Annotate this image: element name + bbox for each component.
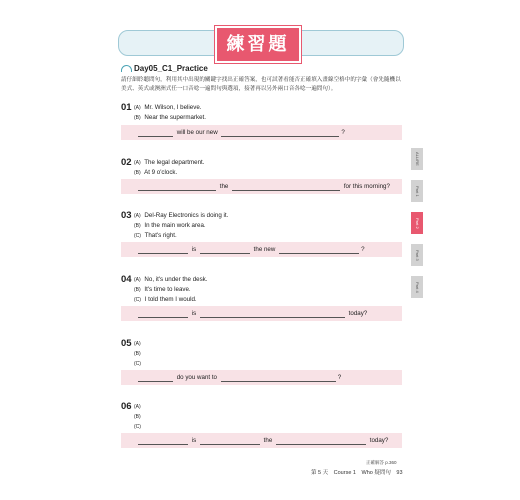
options (134, 402, 143, 432)
option-b: (B) At 9 o'clock. (134, 169, 178, 176)
blank[interactable] (138, 373, 173, 382)
page-number: 93 (396, 470, 403, 476)
tab-part-4[interactable]: Part 4 (411, 276, 423, 298)
blank[interactable] (200, 436, 260, 445)
option-b: (B) (134, 414, 141, 420)
answer-line: is the new ? (121, 242, 402, 257)
subtitle-text: Day05_C1_Practice (134, 64, 208, 73)
answer-reference: 正確解答 p.360 (366, 460, 397, 465)
option-c: (C) That's right. (134, 232, 177, 239)
question-number: 04 (121, 274, 132, 285)
question-number: 05 (121, 338, 132, 349)
side-tabs (411, 148, 423, 308)
option-c: (C) (134, 361, 141, 367)
tab-all[interactable]: ALL/RE (411, 148, 423, 170)
option-b: (B) In the main work area. (134, 222, 206, 229)
option-b: (B) It's time to leave. (134, 286, 191, 293)
blank[interactable] (276, 436, 366, 445)
blank[interactable] (138, 309, 188, 318)
option-a: (A) (134, 341, 141, 347)
option-a: (A) (134, 404, 141, 410)
question-number: 06 (121, 401, 132, 412)
blank[interactable] (279, 245, 359, 254)
page-title: 練習題 (215, 26, 301, 63)
tab-part-3[interactable]: Part 3 (411, 244, 423, 266)
answer-line: will be our new ? (121, 125, 402, 140)
footer-course: Course 1 (333, 470, 356, 476)
footer-day: 第 5 天 (311, 470, 329, 476)
blank[interactable] (138, 245, 188, 254)
answer-line: do you want to ? (121, 370, 402, 385)
option-a: (A) Mr. Wilson, I believe. (134, 104, 202, 111)
options (134, 211, 228, 241)
option-a: (A) Del-Ray Electronics is doing it. (134, 212, 229, 219)
blank[interactable] (138, 182, 216, 191)
blank[interactable] (232, 182, 340, 191)
option-c: (C) (134, 424, 141, 430)
page-footer (311, 468, 407, 476)
section-subtitle (121, 64, 208, 73)
options (134, 103, 206, 123)
blank[interactable] (221, 373, 336, 382)
instructions: 請仔細聆聽問句，利用其中出現的關鍵字找出正確答案，也可試著看能否正確填入畫線空格中的字彙（會先隨機以美式、英式或澳洲式任一口音唸一遍問句與選項，接著再以另外兩口音各唸一遍問句）。 (121, 77, 401, 92)
blank[interactable] (200, 309, 345, 318)
blank[interactable] (221, 128, 339, 137)
blank[interactable] (200, 245, 250, 254)
question-number: 03 (121, 210, 132, 221)
options (134, 158, 204, 178)
blank[interactable] (138, 128, 173, 137)
question-number: 01 (121, 102, 132, 113)
options (134, 275, 208, 305)
option-a: (A) No, it's under the desk. (134, 276, 208, 283)
tab-part-1[interactable]: Part 1 (411, 180, 423, 202)
option-c: (C) I told them I would. (134, 296, 197, 303)
answer-line: is today? (121, 306, 402, 321)
footer-topic: Who 疑問句 (361, 470, 391, 476)
option-b: (B) (134, 351, 141, 357)
question-number: 02 (121, 157, 132, 168)
option-a: (A) The legal department. (134, 159, 205, 166)
answer-line: is the today? (121, 433, 402, 448)
tab-part-2[interactable]: Part 2 (411, 212, 423, 234)
options (134, 339, 143, 369)
blank[interactable] (138, 436, 188, 445)
option-b: (B) Near the supermarket. (134, 114, 206, 121)
headphones-icon (121, 65, 132, 72)
answer-line: the for this morning? (121, 179, 402, 194)
